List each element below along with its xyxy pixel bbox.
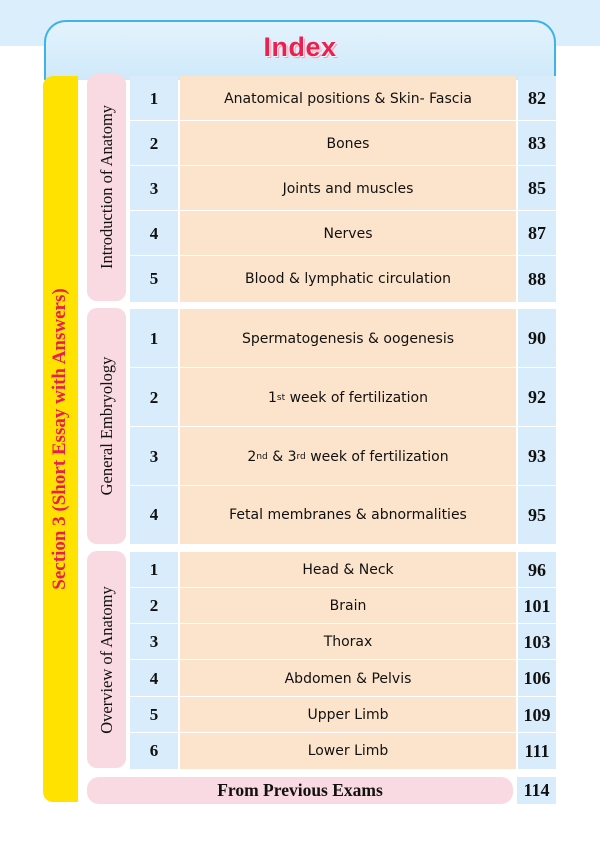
row-topic: Abdomen & Pelvis <box>180 660 516 697</box>
row-number: 2 <box>130 121 178 166</box>
index-row[interactable] <box>130 368 556 427</box>
row-number: 3 <box>130 624 178 660</box>
index-row[interactable] <box>130 76 556 121</box>
row-page: 92 <box>518 368 556 427</box>
row-number: 1 <box>130 309 178 368</box>
row-number: 1 <box>130 76 178 121</box>
previous-exams-page: 114 <box>517 777 556 804</box>
index-row[interactable] <box>130 697 556 733</box>
row-number: 5 <box>130 256 178 302</box>
row-page: 93 <box>518 427 556 486</box>
row-page: 103 <box>518 624 556 660</box>
row-number: 2 <box>130 588 178 624</box>
row-page: 85 <box>518 166 556 211</box>
index-row[interactable] <box>130 733 556 769</box>
row-topic: Head & Neck <box>180 552 516 588</box>
row-topic: Joints and muscles <box>180 166 516 211</box>
row-topic: Upper Limb <box>180 697 516 733</box>
row-topic: Anatomical positions & Skin- Fascia <box>180 76 516 121</box>
row-page: 101 <box>518 588 556 624</box>
row-number: 4 <box>130 211 178 256</box>
row-number: 3 <box>130 427 178 486</box>
row-page: 87 <box>518 211 556 256</box>
index-row[interactable] <box>130 624 556 660</box>
row-topic: 2 nd & 3 rd week of fertilization <box>180 427 516 486</box>
row-topic: Lower Limb <box>180 733 516 769</box>
row-page: 90 <box>518 309 556 368</box>
index-row[interactable] <box>130 166 556 211</box>
index-row[interactable] <box>130 660 556 697</box>
row-page: 109 <box>518 697 556 733</box>
row-page: 83 <box>518 121 556 166</box>
section-label: Section 3 (Short Essay with Answers) <box>49 288 70 590</box>
row-page: 106 <box>518 660 556 697</box>
row-number: 3 <box>130 166 178 211</box>
group-title: General Embryology <box>97 356 116 496</box>
row-topic: Bones <box>180 121 516 166</box>
row-topic: Spermatogenesis & oogenesis <box>180 309 516 368</box>
page-title: Index <box>263 32 337 62</box>
index-row[interactable] <box>130 256 556 302</box>
row-number: 2 <box>130 368 178 427</box>
row-number: 5 <box>130 697 178 733</box>
row-page: 82 <box>518 76 556 121</box>
row-topic: Blood & lymphatic circulation <box>180 256 516 302</box>
group-title: Introduction of Anatomy <box>97 104 116 270</box>
index-row[interactable] <box>130 588 556 624</box>
index-row[interactable] <box>130 211 556 256</box>
row-topic: 1 st week of fertilization <box>180 368 516 427</box>
row-page: 95 <box>518 486 556 544</box>
row-page: 111 <box>518 733 556 769</box>
row-page: 96 <box>518 552 556 588</box>
index-row[interactable] <box>130 427 556 486</box>
row-number: 1 <box>130 552 178 588</box>
index-row[interactable] <box>130 309 556 368</box>
row-number: 4 <box>130 486 178 544</box>
row-number: 6 <box>130 733 178 769</box>
row-topic: Thorax <box>180 624 516 660</box>
row-topic: Nerves <box>180 211 516 256</box>
row-number: 4 <box>130 660 178 697</box>
index-row[interactable] <box>130 121 556 166</box>
previous-exams-label[interactable]: From Previous Exams <box>87 777 513 804</box>
index-row[interactable] <box>130 552 556 588</box>
row-topic: Brain <box>180 588 516 624</box>
index-row[interactable] <box>130 486 556 544</box>
row-topic: Fetal membranes & abnormalities <box>180 486 516 544</box>
row-page: 88 <box>518 256 556 302</box>
group-title: Overview of Anatomy <box>97 586 116 734</box>
